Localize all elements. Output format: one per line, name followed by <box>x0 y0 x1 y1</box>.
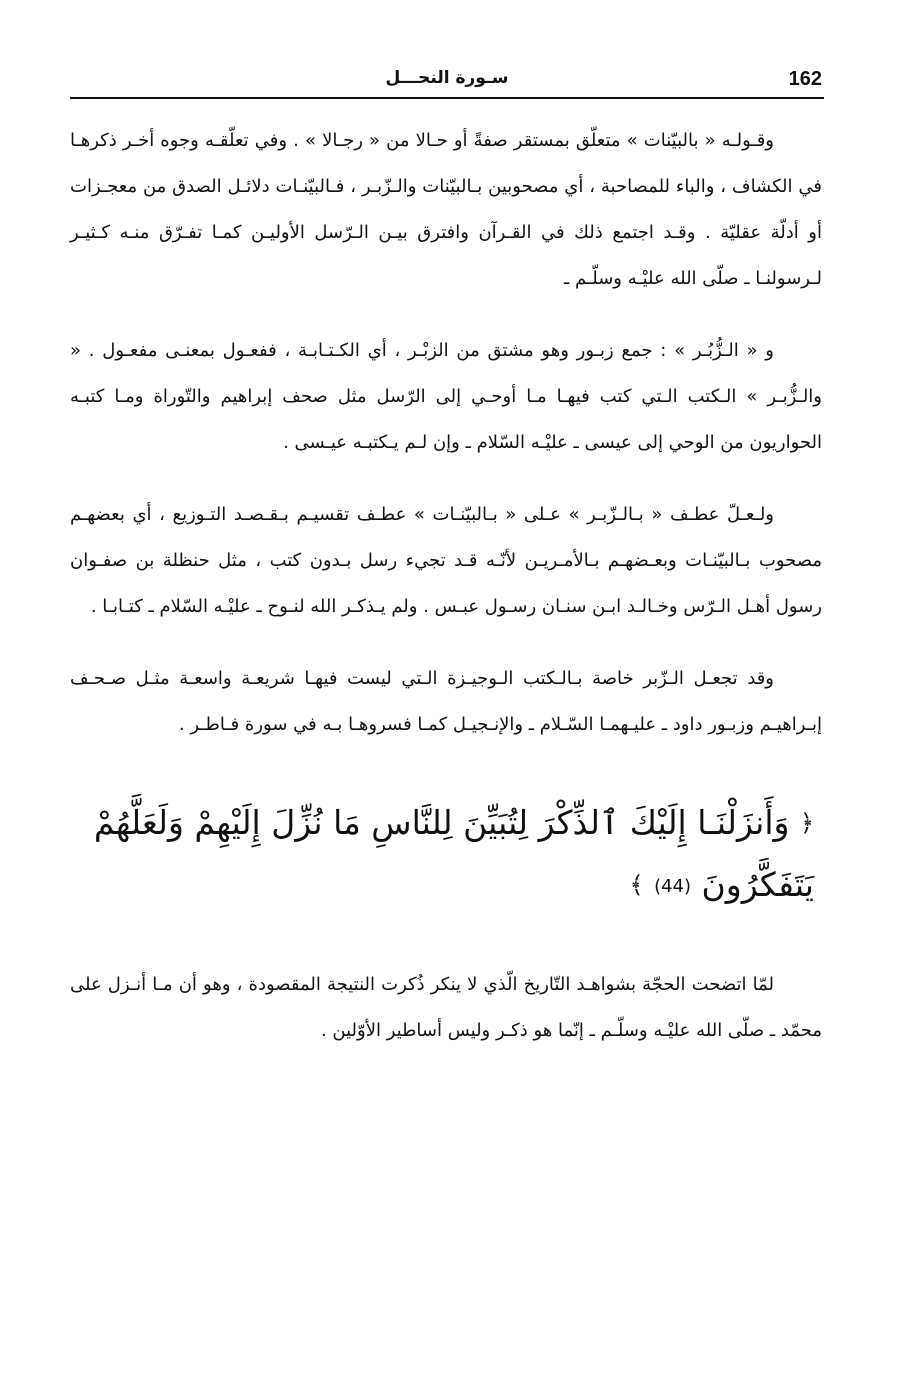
paragraph-scriptures: وقد تجعـل الـزّبر خاصة بـالـكتب الـوجيـزة الـتي ليست فيهـا شريعـة واسعـة مثـل صـحـف إبـراهيـم وزبـور داود ـ عليـهمـا السّـلام ـ والإنـجيـل كمـا فسروهـا بـه في سورة فـاطـر . <box>70 668 822 735</box>
verse-close-bracket: ﴾ <box>629 871 644 899</box>
verse-open-bracket: ﴿ <box>799 809 814 837</box>
paragraph-zubur-definition: و « الـزُّبُـر » : جمع زبـور وهو مشتق من الزبْـر ، أي الكـتـابـة ، ففعـول بمعنـى مفعـول . « والـزُّبـر » الـكتب الـتي كتب فيهـا مـا أوحـي إلى الرّسل مثل صحف إبراهيم والتّوراة ومـا كتبـه الحواريون من الوحي إلى عيسى ـ عليْـه السّلام ـ وإن لـم يـكتبـه عيـسى . <box>70 340 822 453</box>
verse-text: وَأَنزَلْنَـا إِلَيْكَ ٱلذِّكْرَ لِتُبَيِّنَ لِلنَّاسِ مَا نُزِّلَ إِلَيْهِمْ وَلَعَلَّهُمْ يَتَفَكَّرُونَ <box>93 803 814 904</box>
surah-title: سـورة النحـــل <box>385 68 509 88</box>
page-header <box>70 66 824 98</box>
paragraph-conjunction: ولـعـلّ عطـف « بـالـزّبـر » عـلى « بـالبيّنـات » عطـف تقسيـم بـقـصـد التـوزيع ، أي بعضهـم مصحوب بـالبيّنـات وبعـضهـم بـالأمـريـن لأنّـه قـد تجيء رسل بـدون كتب ، مثل حنظلة بن صفـوان رسول أهـل الـرّس وخـالـد ابـن سنـان رسـول عبـس . ولم يـذكـر الله لنـوح ـ عليْـه السّلام ـ كتـابـا . <box>70 504 822 617</box>
quran-verse <box>70 792 822 918</box>
verse-number: (44) <box>654 876 692 897</box>
paragraph-intro: وقـولـه « بالبيّنات » متعلّق بمستقر صفةً أو حـالا من « رجـالا » . وفي تعلّقـه وجوه أخـر ذكرهـا في الكشاف ، والباء للمصاحبة ، أي مصحوبين بـالبيّنات والـزّبـر ، فـالبيّنـات دلائـل الصدق من معجـزات أو أدلّة عقليّة . وقـد اجتمع ذلك في القـرآن وافترق بيـن الـرّسل الأوليـن كمـا تفـرّق منـه كـثيـر لـرسولنـا ـ صلّى الله عليْـه وسلّـم ـ <box>70 130 822 289</box>
header-divider <box>70 97 824 99</box>
page-body <box>70 118 822 1054</box>
page-number: 162 <box>788 68 822 90</box>
paragraph-conclusion: لمّا اتضحت الحجّة بشواهـد التّاريخ الّذي لا ينكر ذُكرت النتيجة المقصودة ، وهو أن مـا أنـزل على محمّد ـ صلّى الله عليْـه وسلّـم ـ إنّما هو ذكـر وليس أساطير الأوّلين . <box>70 974 822 1041</box>
